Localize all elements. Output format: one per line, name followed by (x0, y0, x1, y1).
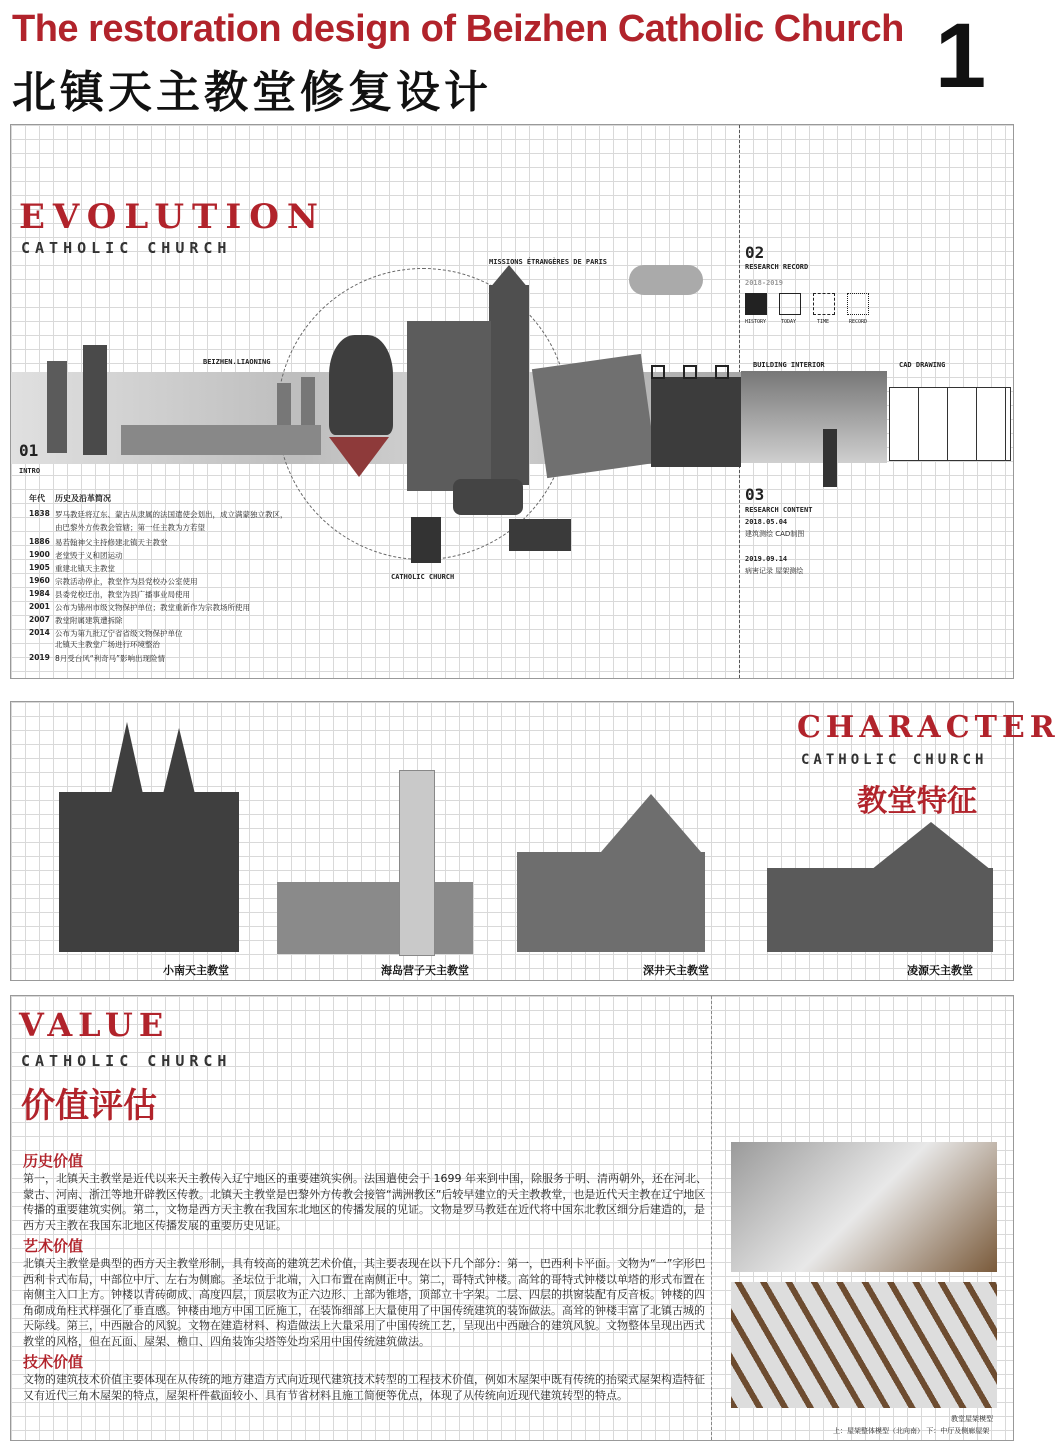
people-group (453, 479, 523, 515)
history-icon (745, 293, 767, 315)
red-triangle (329, 437, 389, 477)
timeline-row (29, 509, 288, 520)
character-panel (10, 701, 1060, 981)
icon-label-today: TODAY (781, 319, 797, 325)
timeline-year: 1984 (29, 589, 50, 598)
church-caption: 深井天主教堂 (643, 964, 709, 977)
value-text-block (23, 1150, 713, 1405)
church-caption: 海岛营子天主教堂 (381, 964, 469, 977)
label-missions: MISSIONS ÉTRANGÈRES DE PARIS (489, 258, 608, 266)
timeline-text: 北镇天主教堂广场进行环境整治 (55, 640, 160, 649)
timeline-year (29, 522, 49, 533)
gable (871, 822, 991, 870)
research-content-number: 03 (745, 485, 765, 504)
timeline-year: 1905 (29, 563, 50, 572)
timeline-year: 1960 (29, 576, 50, 585)
church-spire (489, 265, 529, 289)
icon-label-history: HISTORY (745, 319, 767, 325)
section-text-art: 北镇天主教堂是典型的西方天主教堂形制，具有较高的建筑艺术价值，其主要表现在以下几个部分：第一，巴西利卡平面。文物为“一”字形巴西利卡式布局，中部位中厅、左右为侧廊。圣坛位于北端，入口布置在南侧正中。第二，哥特式钟楼。高耸的哥特式钟楼以单塔的形式布置在南侧主入口上方。钟楼以青砖砌成、高度四层，顶层收为正六边形、上部为锥塔，顶部立十字架。二层、四层的拱窗装配有反音板。钟楼的四角砌成角柱式样强化了垂直感。钟楼由地方中国工匠施工，在装饰细部上大量使用了中国传统建筑的装饰做法。高耸的钟楼丰富了北镇古城的天际线。第三，中西融合的风貌。文物在建造材料、构造做法上大量采用了中国传统工艺，呈现出中西融合的建筑风貌。文物整体呈现出西式教堂的风格，但在瓦面、屋架、檐口、四角装饰尖塔等处均采用中国传统建筑做法。 (23, 1257, 706, 1348)
timeline-header (29, 493, 111, 504)
section-title-tech: 技术价值 (23, 1353, 84, 1371)
stone-lion (329, 335, 393, 435)
title-chinese: 北镇天主教堂修复设计 (12, 67, 492, 118)
church-photo-lingyuan (767, 868, 993, 952)
research-record-title: RESEARCH RECORD (745, 263, 809, 271)
timeline-header-year: 年代 (29, 494, 45, 503)
research-record-years: 2018-2019 (745, 279, 783, 287)
research-item-text: 建筑测绘 CAD制图 (745, 530, 805, 538)
square-icon (651, 365, 665, 379)
timeline-text: 教堂附属建筑遭拆除 (55, 616, 123, 625)
evolution-subheading: CATHOLIC CHURCH (21, 239, 232, 257)
timeline-year: 1838 (29, 509, 50, 518)
research-item-text: 病害记录 屋架测绘 (745, 567, 804, 575)
timeline-row (29, 639, 160, 650)
research-date: 2018.05.04 (745, 518, 788, 526)
timeline-text: 重建北镇天主教堂 (55, 564, 115, 573)
time-icon (813, 293, 835, 315)
timeline-year: 2001 (29, 602, 50, 611)
timeline-year: 1900 (29, 550, 50, 559)
cad-drawing (889, 387, 1011, 461)
timeline-row (29, 576, 198, 587)
model-caption-1: 教堂屋架模型 (951, 1415, 993, 1423)
timeline-year: 2007 (29, 615, 50, 624)
church-photo-xiaonan (59, 792, 239, 952)
building-interior-label: BUILDING INTERIOR (753, 361, 825, 369)
divider-line (711, 996, 712, 1440)
timeline-text: 县委党校迁出，教堂为县广播事业局使用 (55, 590, 190, 599)
section-title-history: 历史价值 (23, 1152, 84, 1170)
gable (601, 794, 701, 852)
timeline-row (29, 589, 190, 600)
timeline-text: 易若翰神父主持修建北镇天主教堂 (55, 538, 168, 547)
icon-label-time: TIME (817, 319, 830, 325)
model-caption-2: 上：屋架整体模型（北向南） 下：中厅及侧廊屋架 (833, 1427, 990, 1435)
timeline-text: 宗教活动停止，教堂作为县党校办公室使用 (55, 577, 198, 586)
research-record-number: 02 (745, 243, 765, 262)
page-number: 1 (935, 5, 987, 107)
character-subheading: CATHOLIC CHURCH (801, 752, 988, 768)
record-icon (847, 293, 869, 315)
value-subheading: CATHOLIC CHURCH (21, 1052, 232, 1070)
character-title-cn: 教堂特征 (857, 784, 977, 819)
intro-label: INTRO (19, 467, 41, 475)
timeline-text: 公布为锦州市级文物保护单位；教堂重新作为宗教场所使用 (55, 603, 250, 612)
timeline-text: 8月受台风“利奇马”影响出现险情 (55, 654, 166, 663)
timeline-row (29, 615, 123, 626)
intro-number: 01 (19, 441, 39, 460)
timeline-year: 2019 (29, 653, 50, 662)
cad-drawing-label: CAD DRAWING (899, 361, 946, 369)
church-caption: 凌源天主教堂 (907, 964, 973, 977)
timeline-year: 1886 (29, 537, 50, 546)
evolution-panel (10, 124, 1014, 679)
church-caption: 小南天主教堂 (163, 964, 229, 977)
spire (163, 728, 195, 794)
cloud-image (629, 265, 703, 295)
timeline-row (29, 563, 115, 574)
timeline-row (29, 628, 183, 639)
timber-frame (532, 354, 656, 478)
roof-detail-image (731, 1282, 997, 1408)
section-text-tech: 文物的建筑技术价值主要体现在从传统的地方建造方式向近现代建筑技术转型的工程技术价值，例如木屋架中既有传统的抬梁式屋架构造特征又有近代三角木屋架的特点，屋架杆件截面较小、具有节省材料且施工简便等优点，体现了从传统向近现代建筑转型的特点。 (23, 1373, 705, 1402)
timeline-text: 老堂毁于义和团运动 (55, 551, 123, 560)
timeline-text: 罗马教廷将辽东、蒙古从隶属的法国遣使会划出，成立满蒙独立教区， (55, 510, 288, 519)
church-photo-haidaoyingzi (277, 882, 473, 954)
stone-pillar (83, 345, 107, 455)
value-panel (10, 995, 1014, 1441)
research-date: 2019.09.14 (745, 555, 788, 563)
value-heading: VALUE (19, 1006, 170, 1044)
label-beizhen: BEIZHEN.LIAONING (203, 358, 271, 366)
square-icon (683, 365, 697, 379)
timeline-header-desc: 历史及沿革简况 (55, 494, 111, 503)
value-title-cn: 价值评估 (21, 1086, 157, 1126)
section-text-history: 第一，北镇天主教堂是近代以来天主教传入辽宁地区的重要建筑实例。法国遣使会于 1699 年来到中国，除服务于明、清两朝外，还在河北、蒙古、河南、浙江等地开辟教区传教。北镇天主教堂是巴黎外方传教会接管“满洲教区”后较早建立的天主教教堂，也是近代天主教在辽宁地区传播的重要建筑实例。第二，文物是西方天主教在我国东北地区的传播发展的见证。文物是罗马教廷在近代将中国东北教区细分后建造的，是西方天主教在我国东北地区传播发展的重要历史见证。 (23, 1172, 707, 1232)
timeline-row (29, 602, 250, 613)
research-content-title: RESEARCH CONTENT (745, 506, 813, 514)
timber-block (651, 377, 741, 467)
timeline-text: 由巴黎外方传教会管辖；第一任主教为方若望 (55, 523, 205, 532)
icon-label-record: RECORD (849, 319, 868, 325)
church-nave (407, 321, 491, 491)
tricycle (509, 519, 571, 551)
timeline-row (29, 550, 123, 561)
timeline-row (29, 653, 165, 664)
square-icon (715, 365, 729, 379)
stone-pillar (47, 361, 67, 453)
spire (111, 722, 143, 794)
church-tower (489, 285, 529, 485)
evolution-heading: EVOLUTION (19, 197, 326, 237)
timeline-year (29, 639, 49, 650)
roof-model-image (731, 1142, 997, 1272)
bell-tower (399, 770, 435, 956)
town-rooftops (121, 425, 321, 455)
timeline-row (29, 537, 168, 548)
character-heading: CHARACTER (797, 710, 1060, 745)
interior-photo (741, 371, 887, 463)
person-figure (823, 429, 837, 487)
today-icon (779, 293, 801, 315)
timeline-text: 公布为第九批辽宁省省级文物保护单位 (55, 629, 183, 638)
label-church-bottom: CATHOLIC CHURCH (391, 573, 455, 581)
timeline-year: 2014 (29, 628, 50, 637)
section-title-art: 艺术价值 (23, 1237, 84, 1255)
title-english: The restoration design of Beizhen Catholic Church (12, 8, 904, 50)
timeline-row (29, 522, 205, 533)
church-photo-shenjing (517, 852, 705, 952)
people-standing (411, 517, 441, 563)
